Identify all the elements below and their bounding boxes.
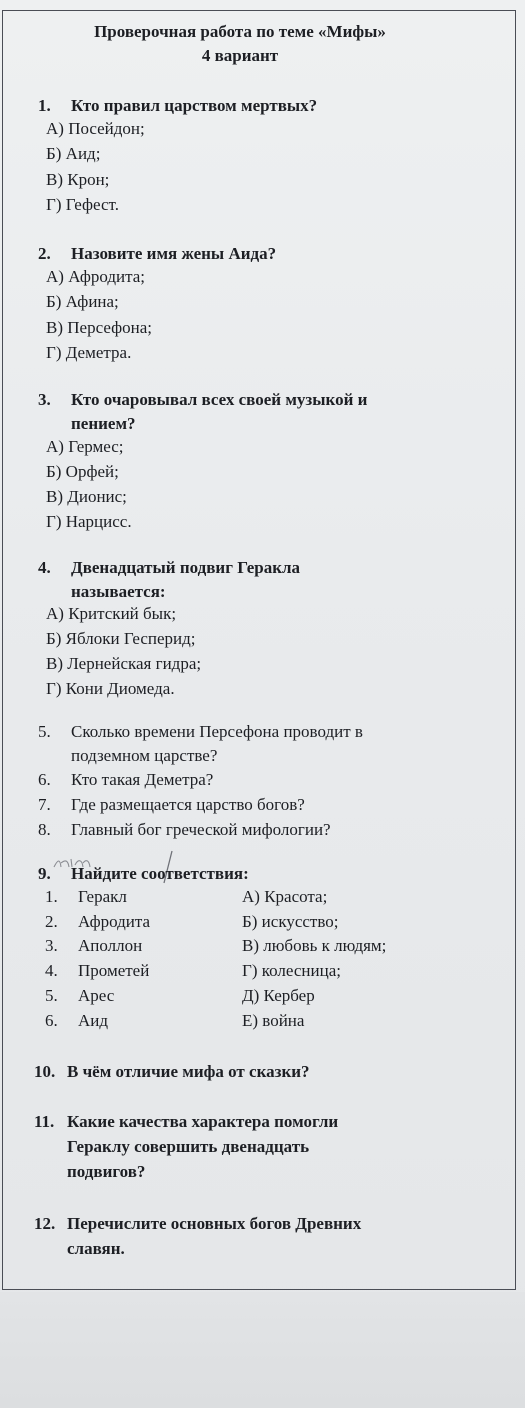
match-right-item: Д) Кербер	[242, 986, 315, 1005]
question-text: подземном царстве?	[71, 746, 218, 765]
match-right-item: Б) искусство;	[242, 912, 339, 931]
worksheet-variant: 4 вариант	[201, 46, 279, 65]
answer-option: Б) Яблоки Гесперид;	[46, 629, 196, 648]
question-text: Найдите соответствия:	[71, 864, 249, 883]
answer-option: А) Гермес;	[46, 437, 124, 456]
question-text: Кто правил царством мертвых?	[71, 96, 318, 115]
question-number: 2.	[38, 244, 51, 263]
question-text: Кто очаровывал всех своей музыкой и	[71, 390, 368, 409]
answer-option: А) Афродита;	[46, 267, 145, 286]
question-text: Двенадцатый подвиг Геракла	[71, 558, 301, 577]
table-surface	[0, 1292, 525, 1408]
question-number: 11.	[34, 1112, 55, 1131]
question-number: 8.	[38, 820, 51, 839]
question-number: 4.	[38, 558, 51, 577]
worksheet-title: Проверочная работа по теме «Мифы»	[94, 22, 386, 41]
answer-option: Г) Гефест.	[46, 195, 119, 214]
match-left-number: 4.	[45, 961, 58, 980]
answer-option: В) Персефона;	[46, 318, 152, 337]
question-text: называется:	[71, 582, 166, 601]
match-left-number: 5.	[45, 986, 58, 1005]
match-left-item: Аполлон	[78, 936, 143, 955]
match-right-item: А) Красота;	[242, 887, 328, 906]
match-left-number: 2.	[45, 912, 58, 931]
match-left-number: 3.	[45, 936, 58, 955]
question-number: 7.	[38, 795, 51, 814]
answer-option: Г) Нарцисс.	[46, 512, 132, 531]
question-text: Какие качества характера помогли	[67, 1112, 339, 1131]
question-text: Кто такая Деметра?	[71, 770, 214, 789]
question-text: славян.	[67, 1239, 125, 1258]
match-left-item: Афродита	[78, 912, 151, 931]
question-number: 9.	[38, 864, 51, 883]
answer-option: Б) Афина;	[46, 292, 119, 311]
match-right-item: Е) война	[242, 1011, 305, 1030]
answer-option: Г) Кони Диомеда.	[46, 679, 175, 698]
answer-option: Б) Аид;	[46, 144, 101, 163]
question-number: 3.	[38, 390, 51, 409]
question-text: подвигов?	[67, 1162, 146, 1181]
answer-option: В) Крон;	[46, 170, 110, 189]
question-text: Перечислите основных богов Древних	[67, 1214, 362, 1233]
answer-option: Г) Деметра.	[46, 343, 132, 362]
match-right-item: Г) колесница;	[242, 961, 341, 980]
match-left-item: Арес	[78, 986, 115, 1005]
answer-option: В) Лернейская гидра;	[46, 654, 202, 673]
question-text: Гераклу совершить двенадцать	[67, 1137, 310, 1156]
match-left-item: Прометей	[78, 961, 150, 980]
question-text: В чём отличие мифа от сказки?	[67, 1062, 310, 1081]
question-text: пением?	[71, 414, 136, 433]
question-number: 1.	[38, 96, 51, 115]
question-number: 6.	[38, 770, 51, 789]
answer-option: А) Посейдон;	[46, 119, 145, 138]
question-text: Назовите имя жены Аида?	[71, 244, 277, 263]
match-left-number: 6.	[45, 1011, 58, 1030]
question-text: Где размещается царство богов?	[71, 795, 305, 814]
match-right-item: В) любовь к людям;	[242, 936, 387, 955]
answer-option: Б) Орфей;	[46, 462, 119, 481]
question-number: 12.	[34, 1214, 56, 1233]
question-number: 10.	[34, 1062, 56, 1081]
match-left-number: 1.	[45, 887, 58, 906]
match-left-item: Геракл	[78, 887, 127, 906]
match-left-item: Аид	[78, 1011, 109, 1030]
question-number: 5.	[38, 722, 51, 741]
answer-option: А) Критский бык;	[46, 604, 177, 623]
question-text: Главный бог греческой мифологии?	[71, 820, 331, 839]
question-text: Сколько времени Персефона проводит в	[71, 722, 363, 741]
answer-option: В) Дионис;	[46, 487, 127, 506]
